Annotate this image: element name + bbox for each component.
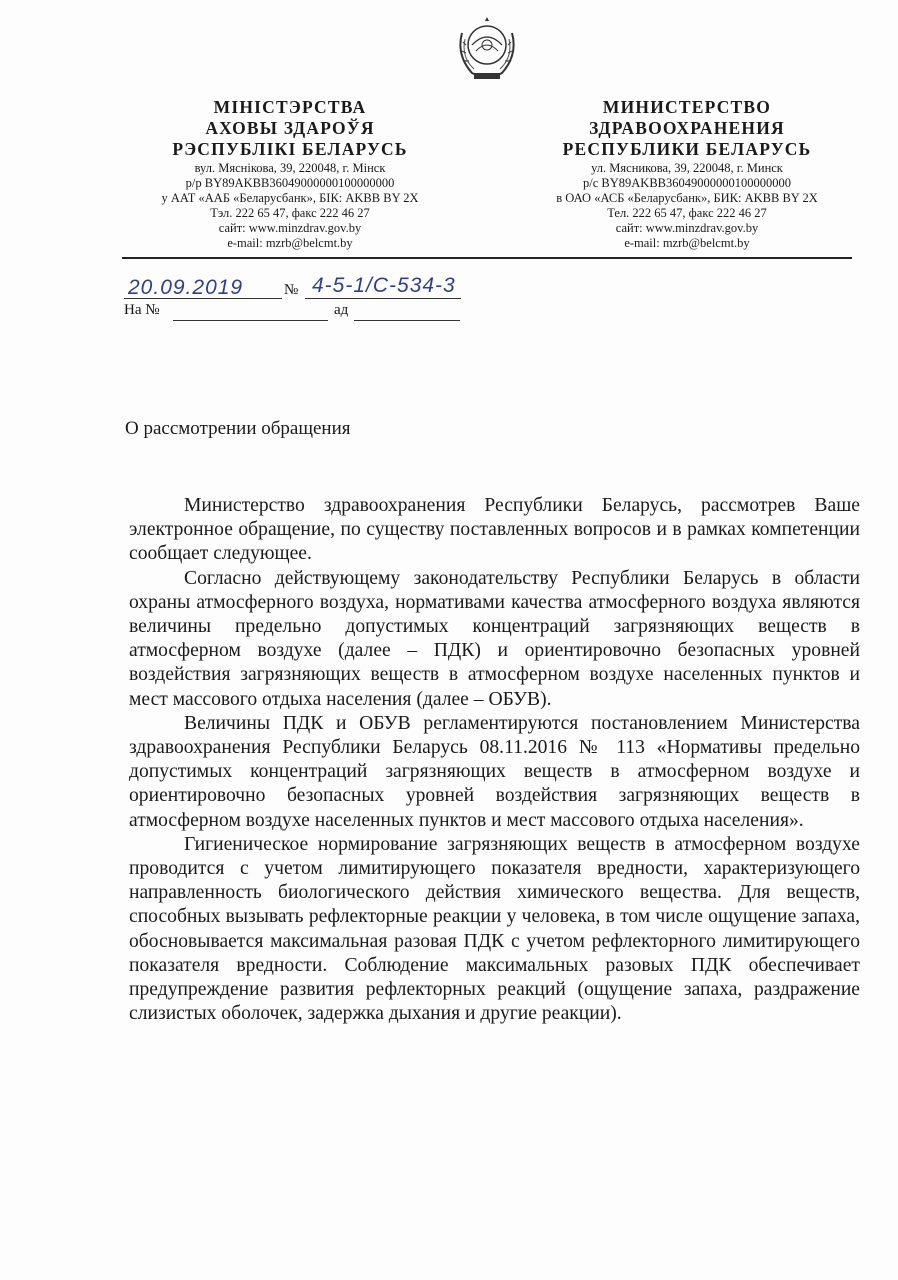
from-label: ад xyxy=(334,302,349,318)
ministry-name-line: АХОВЫ ЗДАРОЎЯ xyxy=(205,118,375,138)
paragraph: Гигиеническое нормирование загрязняющих веществ в атмосферном воздухе проводится с учетом лимитирующего показателя вредности, характеризующего направленность биологического действия химического вещества. Для веществ, способных вызывать рефлекторные реакции у человека, в том числе ощущение запаха, обосновывается максимальная разовая ПДК с учетом рефлекторного лимитирующего показателя вредности. Соблюдение максимальных разовых ПДК обеспечивает предупреждение развития рефлекторных реакций (ощущение запаха, раздражение слизистых оболочек, задержка дыхания и другие реакции). xyxy=(129,833,860,1025)
ministry-name-line: РЭСПУБЛІКІ БЕЛАРУСЬ xyxy=(172,139,408,159)
from-underline xyxy=(354,320,460,321)
belarus-coat-of-arms-icon xyxy=(452,15,522,85)
handwritten-number: 4-5-1/С-534-3 xyxy=(312,274,456,297)
website: сайт: www.minzdrav.gov.by xyxy=(615,221,759,235)
header-russian xyxy=(528,97,846,251)
phone-fax: Тел. 222 65 47, факс 222 46 27 xyxy=(607,206,767,220)
address: ул. Мясникова, 39, 220048, г. Минск xyxy=(591,161,783,175)
email: e-mail: mzrb@belcmt.by xyxy=(624,236,750,250)
reply-to-label: На № xyxy=(124,302,160,318)
number-underline xyxy=(305,298,461,299)
reply-to-underline xyxy=(173,320,328,321)
ministry-name-line: МИНИСТЕРСТВО xyxy=(602,97,772,117)
letter-body xyxy=(129,494,860,1026)
phone-fax: Тэл. 222 65 47, факс 222 46 27 xyxy=(210,206,370,220)
header-divider xyxy=(122,257,852,259)
paragraph: Министерство здравоохранения Республики Беларусь, рассмотрев Ваше электронное обращение, по существу поставленных вопросов и в рамках компетенции сообщает следующее. xyxy=(129,495,860,565)
paragraph: Согласно действующему законодательству Республики Беларусь в области охраны атмосферного воздуха, нормативами качества атмосферного воздуха являются величины предельно допустимых концентраций загрязняющих веществ в атмосферном воздухе (далее – ПДК) и ориентировочно безопасных уровней воздействия загрязняющих веществ в атмосферном воздухе населенных пунктов и мест массового отдыха населения (далее – ОБУВ). xyxy=(129,567,860,710)
website: сайт: www.minzdrav.gov.by xyxy=(218,221,362,235)
ministry-name-line: ЗДРАВООХРАНЕНИЯ xyxy=(589,118,785,138)
email: e-mail: mzrb@belcmt.by xyxy=(227,236,353,250)
bank-details: в ОАО «АСБ «Беларусбанк», БИК: AKBB BY 2X xyxy=(556,191,818,205)
bank-details: у ААТ «ААБ «Беларусбанк», БІК: AKBB BY 2X xyxy=(161,191,419,205)
address: вул. Мяснікова, 39, 220048, г. Мінск xyxy=(194,161,386,175)
letter-subject: О рассмотрении обращения xyxy=(125,418,351,439)
ministry-name-line: РЕСПУБЛИКИ БЕЛАРУСЬ xyxy=(562,139,812,159)
date-underline xyxy=(124,298,282,299)
ministry-name-line: МІНІСТЭРСТВА xyxy=(213,97,367,117)
number-label: № xyxy=(284,282,299,298)
paragraph: Величины ПДК и ОБУВ регламентируются постановлением Министерства здравоохранения Республики Беларусь 08.11.2016 № 113 «Нормативы предельно допустимых концентраций загрязняющих веществ в атмосферном воздухе и ориентировочно безопасных уровней воздействия загрязняющих веществ в атмосферном воздухе населенных пунктов и мест массового отдыха населения». xyxy=(129,712,860,831)
header-belarusian xyxy=(120,97,460,251)
bank-account: р/р BY89AKBB36049000000100000000 xyxy=(185,176,395,190)
handwritten-date: 20.09.2019 xyxy=(128,276,244,299)
bank-account: р/с BY89AKBB36049000000100000000 xyxy=(583,176,791,190)
